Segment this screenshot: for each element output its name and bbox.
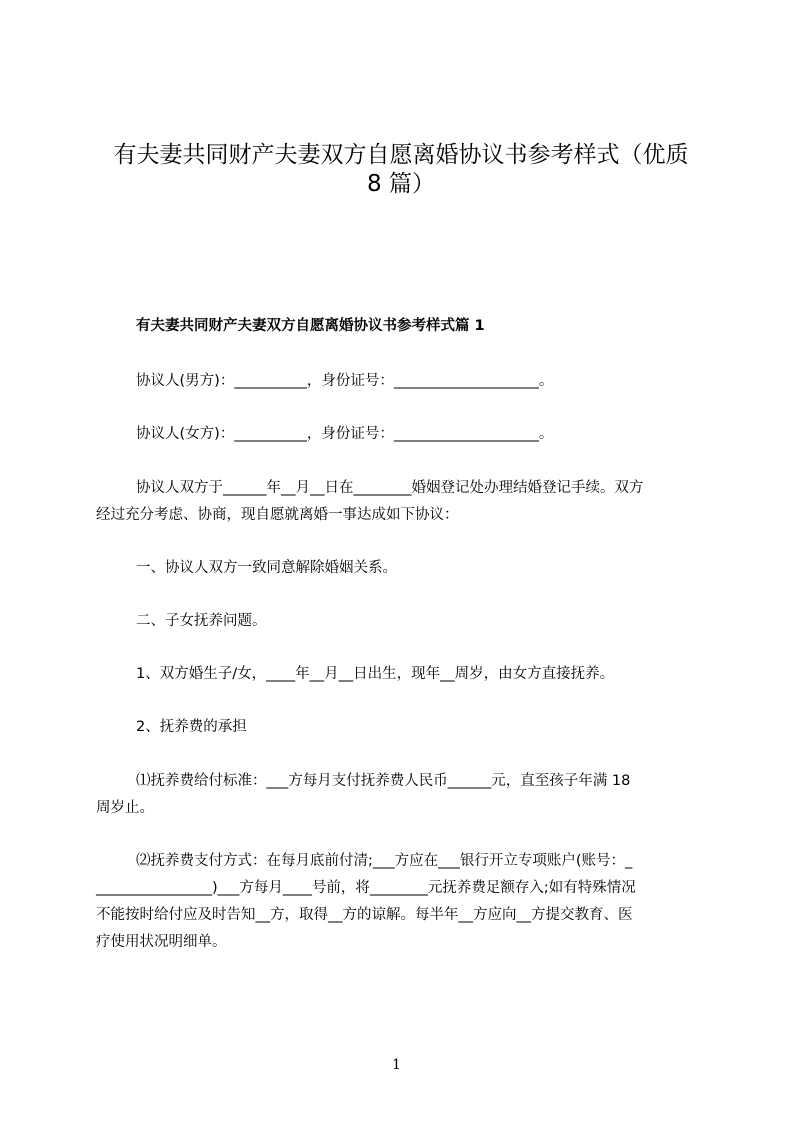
sub-item-2-line4: 疗使用状况明细单。	[96, 934, 227, 950]
party-male-line: 协议人(男方)：__________，身份证号：____________________。	[136, 373, 554, 389]
document-title-line1: 有夫妻共同财产夫妻双方自愿离婚协议书参考样式（优质	[113, 142, 689, 168]
page-number: 1	[392, 1057, 401, 1073]
clause-2: 二、子女抚养问题。	[136, 613, 267, 629]
sub-item-1-line2: 周岁止。	[96, 800, 154, 816]
sub-item-2-line2: ________________)___方每月____号前，将________元抚养费足额存入;如有特殊情况	[96, 880, 636, 896]
intro-paragraph-line1: 协议人双方于______年__月__日在________婚姻登记处办理结婚登记手续。双方	[136, 480, 644, 496]
intro-paragraph-line2: 经过充分考虑、协商，现自愿就离婚一事达成如下协议：	[96, 507, 459, 523]
sub-item-2-line1: ⑵抚养费支付方式：在每月底前付清;___方应在___银行开立专项账户(账号：_	[136, 853, 633, 869]
section-heading: 有夫妻共同财产夫妻双方自愿离婚协议书参考样式篇 1	[136, 318, 485, 334]
sub-item-1-line1: ⑴抚养费给付标准：___方每月支付抚养费人民币______元，直至孩子年满 18	[136, 773, 631, 789]
party-female-line: 协议人(女方)：__________，身份证号：____________________。	[136, 426, 554, 442]
clause-1: 一、协议人双方一致同意解除婚姻关系。	[136, 560, 397, 576]
item-2: 2、抚养费的承担	[136, 719, 247, 735]
sub-item-2-line3: 不能按时给付应及时告知__方，取得__方的谅解。每半年__方应向__方提交教育、医	[96, 907, 633, 923]
item-1: 1、双方婚生子/女，____年__月__日出生，现年__周岁，由女方直接抚养。	[136, 666, 615, 682]
document-title-line2: 8 篇）	[367, 171, 435, 197]
